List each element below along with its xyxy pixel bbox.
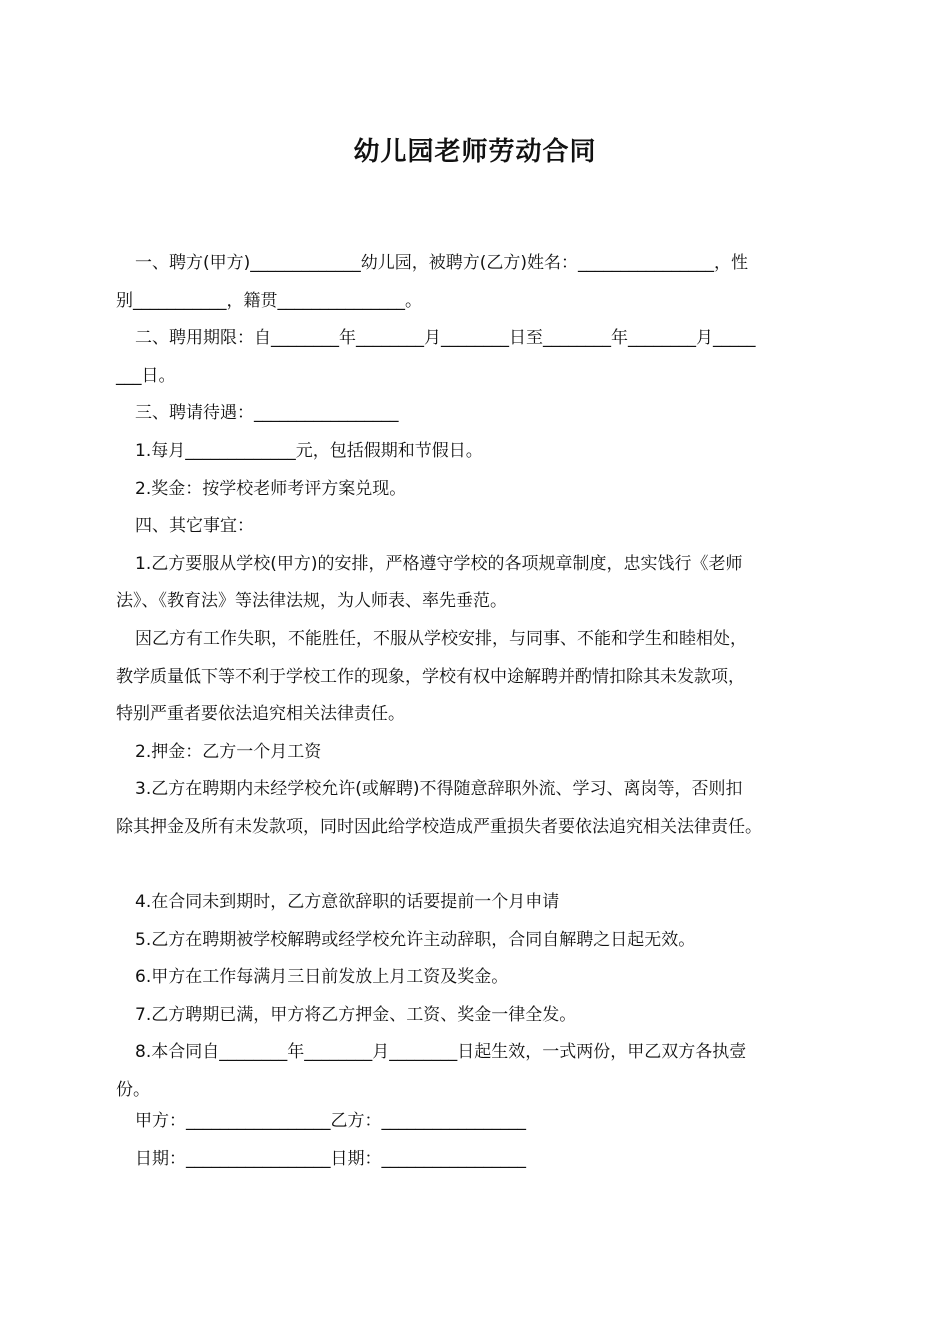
clause-bonus: 2.奖金：按学校老师考评方案兑现。	[135, 478, 407, 499]
clause-obey-rules: 1.乙方要服从学校(甲方)的安排，严格遵守学校的各项规章制度，忠实饯行《老师	[135, 553, 743, 574]
contract-body	[116, 245, 856, 1110]
clause-leave-penalty-cont: 除其押金及所有未发款项，同时因此给学校造成严重损失者要依法追究相关法律责任。	[116, 816, 762, 837]
clause-contract-void: 5.乙方在聘期被学校解聘或经学校允许主动辞职，合同自解聘之日起无效。	[135, 929, 696, 950]
clause-deposit: 2.押金：乙方一个月工资	[135, 741, 322, 762]
clause-monthly-salary: 1.每月_____________元，包括假期和节假日。	[135, 440, 483, 461]
clause-term-end: 7.乙方聘期已满，甲方将乙方押金、工资、奖金一律全发。	[135, 1004, 577, 1025]
clause-effective-date: 8.本合同自________年________月________日起生效，一式两份，甲乙双方各执壹	[135, 1042, 747, 1063]
clause-resignation-notice: 4.在合同未到期时，乙方意欲辞职的话要提前一个月申请	[135, 892, 560, 913]
clause-dismissal-cont-1: 教学质量低下等不利于学校工作的现象，学校有权中途解聘并酌情扣除其未发款项，	[116, 666, 745, 687]
clause-term: 二、聘用期限：自________年________月________日至________年________月_____	[135, 328, 756, 349]
clause-payday: 6.甲方在工作每满月三日前发放上月工资及奖金。	[135, 967, 509, 988]
clause-employer-employee: 一、聘方(甲方)_____________幼儿园，被聘方(乙方)姓名：________________，性	[135, 253, 749, 273]
clause-dismissal: 因乙方有工作失职，不能胜任，不服从学校安排，与同事、不能和学生和睦相处，	[135, 628, 747, 649]
clause-other-matters: 四、其它事宜：	[135, 516, 254, 537]
signature-date-line: 日期：_________________日期：_________________	[135, 1149, 526, 1169]
clause-obey-rules-cont: 法》、《教育法》等法律法规，为人师表、率先垂范。	[116, 591, 507, 612]
clause-dismissal-cont-2: 特别严重者要依法追究相关法律责任。	[116, 704, 405, 725]
clause-employer-employee-cont: 别___________，籍贯_______________。	[116, 290, 422, 311]
clause-compensation: 三、聘请待遇：_________________	[135, 403, 399, 424]
document-title: 幼儿园老师劳动合同	[353, 137, 597, 167]
signature-parties-line: 甲方：_________________乙方：_________________	[135, 1111, 526, 1131]
clause-term-cont: ___日。	[116, 365, 176, 386]
clause-effective-date-cont: 份。	[116, 1080, 150, 1101]
clause-leave-penalty: 3.乙方在聘期内未经学校允许(或解聘)不得随意辞职外流、学习、离岗等，否则扣	[135, 779, 743, 800]
paragraph-gap	[116, 847, 856, 885]
